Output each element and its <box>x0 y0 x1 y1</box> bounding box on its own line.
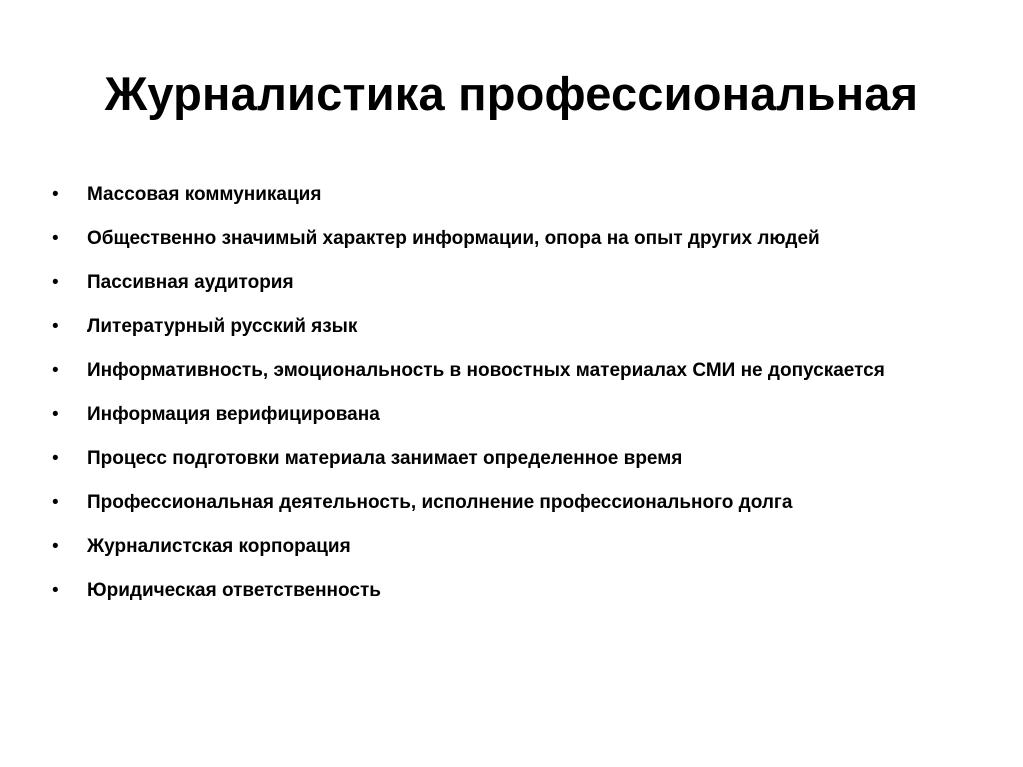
bullet-icon: • <box>52 316 59 337</box>
list-item-text: Профессиональная деятельность, исполнение профессионального долга <box>87 492 793 513</box>
bullet-icon: • <box>52 228 59 249</box>
list-item <box>52 490 972 515</box>
list-item <box>52 182 972 207</box>
list-item-text: Литературный русский язык <box>87 316 358 337</box>
list-item <box>52 358 972 383</box>
list-item-text: Пассивная аудитория <box>87 272 294 293</box>
list-item <box>52 270 972 295</box>
list-item-text: Юридическая ответственность <box>87 580 381 601</box>
bullet-icon: • <box>52 184 59 205</box>
bullet-list <box>52 182 972 622</box>
list-item <box>52 446 972 471</box>
list-item-text: Информация верифицирована <box>87 404 380 425</box>
list-item <box>52 402 972 427</box>
list-item-text: Общественно значимый характер информации, опора на опыт других людей <box>87 228 820 249</box>
list-item <box>52 314 972 339</box>
list-item <box>52 534 972 559</box>
bullet-icon: • <box>52 536 59 557</box>
bullet-icon: • <box>52 272 59 293</box>
bullet-icon: • <box>52 448 59 469</box>
bullet-icon: • <box>52 360 59 381</box>
slide-title: Журналистика профессиональная <box>104 67 919 120</box>
list-item <box>52 578 972 603</box>
list-item-text: Процесс подготовки материала занимает определенное время <box>87 448 683 469</box>
bullet-icon: • <box>52 492 59 513</box>
bullet-icon: • <box>52 580 59 601</box>
list-item <box>52 226 972 251</box>
list-item-text: Журналистская корпорация <box>87 536 351 557</box>
list-item-text: Массовая коммуникация <box>87 184 322 205</box>
bullet-icon: • <box>52 404 59 425</box>
list-item-text: Информативность, эмоциональность в новостных материалах СМИ не допускается <box>87 360 885 381</box>
